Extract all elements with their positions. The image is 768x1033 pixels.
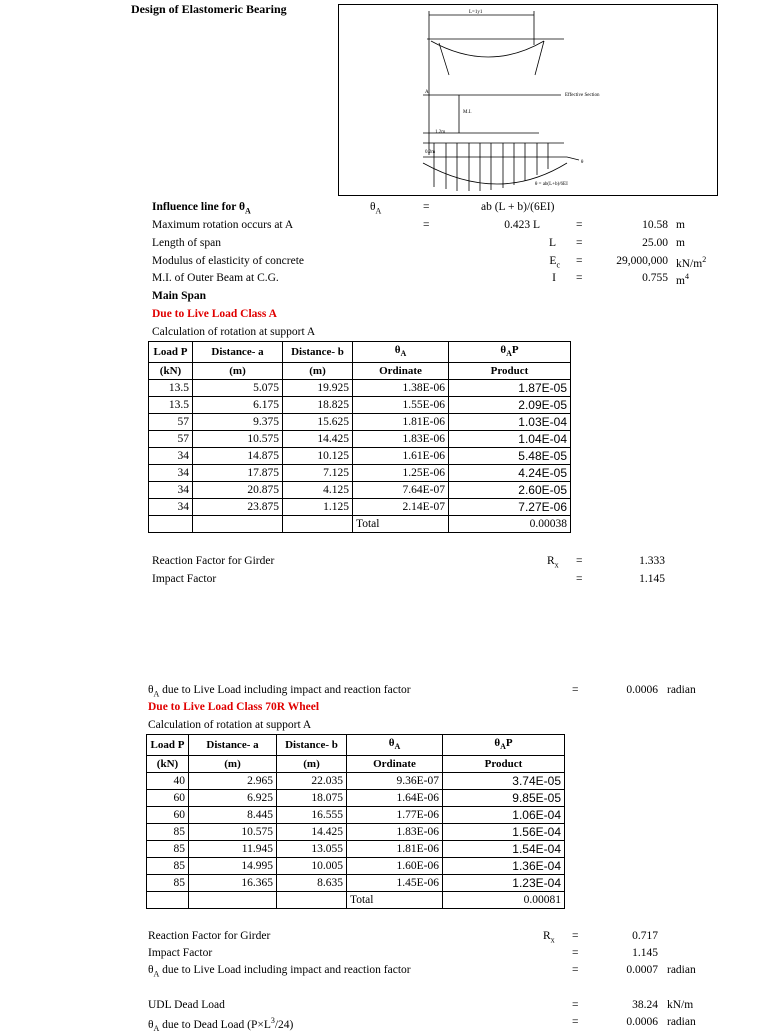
cell-load: 57: [149, 414, 193, 431]
cell-ordinate: 1.64E-06: [347, 790, 443, 807]
deflected-curve: [431, 41, 544, 57]
cell-load: 13.5: [149, 380, 193, 397]
cell-ordinate: 7.64E-07: [353, 482, 449, 499]
cell-product: 1.54E-04: [443, 841, 565, 858]
class-70r-theta-result-value: 0.0007: [626, 964, 658, 976]
param-value: 25.00: [642, 237, 668, 249]
cell-distance-b: 16.555: [277, 807, 347, 824]
dead-load-rotation-value: 0.0006: [626, 1016, 658, 1028]
table-row: [149, 499, 571, 516]
param-unit: m: [676, 219, 685, 231]
param-symbol: I: [552, 272, 556, 284]
cell-distance-b: 8.635: [277, 875, 347, 892]
cell-product: 1.56E-04: [443, 824, 565, 841]
cell-ordinate: 1.45E-06: [347, 875, 443, 892]
influence-line-label: Influence line for $\theta_A$: [152, 201, 251, 216]
col-load: Load P: [147, 735, 189, 756]
diagram-label-right: Effective Section: [565, 93, 600, 98]
cell-distance-a: 8.445: [189, 807, 277, 824]
cell-product: 2.09E-05: [449, 397, 571, 414]
total-label: Total: [347, 892, 443, 909]
cell-product: 1.04E-04: [449, 431, 571, 448]
cell-load: 40: [147, 773, 189, 790]
cell-ordinate: 1.77E-06: [347, 807, 443, 824]
param-label: M.I. of Outer Beam at C.G.: [152, 272, 279, 284]
cell-product: 3.74E-05: [443, 773, 565, 790]
cell-distance-a: 10.575: [189, 824, 277, 841]
class-70r-reaction-symbol: $R_x$: [543, 930, 555, 945]
cell-distance-b: 13.055: [277, 841, 347, 858]
cell-ordinate: 1.60E-06: [347, 858, 443, 875]
cell-load: 13.5: [149, 397, 193, 414]
table-row: [149, 465, 571, 482]
param-eq2: =: [576, 272, 583, 284]
col-distance-a: Distance- a: [193, 342, 283, 363]
class-a-reaction-eq: =: [576, 555, 583, 567]
param-symbol: $E_c$: [549, 255, 560, 270]
col-product: $\theta_AP$: [443, 735, 565, 756]
cell-ordinate: 1.38E-06: [353, 380, 449, 397]
table-row: [147, 773, 565, 790]
cell-distance-a: 5.075: [193, 380, 283, 397]
cell-product: 2.60E-05: [449, 482, 571, 499]
influence-curve: [423, 163, 567, 184]
table-row: [147, 824, 565, 841]
cell-load: 34: [149, 465, 193, 482]
table-row: [147, 858, 565, 875]
total-value: 0.00038: [449, 516, 571, 533]
table-row: [149, 482, 571, 499]
class-70r-theta-result-label: $\theta_A$ due to Live Load including impact and reaction factor: [148, 964, 411, 979]
col-ordinate: $\theta_A$: [353, 342, 449, 363]
cell-load: 34: [149, 448, 193, 465]
diagram-label-m1: 1.2m: [435, 130, 446, 135]
param-eq: =: [423, 219, 430, 231]
col-product: $\theta_AP$: [449, 342, 571, 363]
class-70r-theta-result-unit: radian: [667, 964, 696, 976]
class-70r-reaction-eq: =: [572, 930, 579, 942]
table-row: [149, 448, 571, 465]
col-distance-a: Distance- a: [189, 735, 277, 756]
theta-symbol: $\theta_A$: [370, 201, 382, 216]
diagram-label-m2: 0.2m: [425, 150, 436, 155]
table-units-row: (kN) (m) (m) Ordinate Product: [147, 756, 565, 773]
udl-eq: =: [572, 999, 579, 1011]
table-row: [147, 875, 565, 892]
cell-distance-a: 9.375: [193, 414, 283, 431]
table-row: [149, 431, 571, 448]
cell-product: 7.27E-06: [449, 499, 571, 516]
class-70r-impact-eq: =: [572, 947, 579, 959]
cell-product: 1.23E-04: [443, 875, 565, 892]
cell-distance-b: 1.125: [283, 499, 353, 516]
cell-distance-a: 23.875: [193, 499, 283, 516]
diagram-label-a: A: [425, 90, 429, 95]
param-eq2: =: [576, 255, 583, 267]
cell-distance-b: 19.925: [283, 380, 353, 397]
diagram-label-theta: θ: [581, 160, 584, 165]
cell-ordinate: 1.61E-06: [353, 448, 449, 465]
cell-product: 1.03E-04: [449, 414, 571, 431]
diagram-label-bottom: θ = ab(L+b)/6EI: [535, 182, 568, 187]
class-a-reaction-label: Reaction Factor for Girder: [152, 555, 275, 567]
cell-load: 57: [149, 431, 193, 448]
cell-product: 4.24E-05: [449, 465, 571, 482]
cell-distance-b: 14.425: [277, 824, 347, 841]
cell-ordinate: 1.55E-06: [353, 397, 449, 414]
param-value: 10.58: [642, 219, 668, 231]
document-title: Design of Elastomeric Bearing: [131, 2, 287, 16]
param-value: 0.755: [642, 272, 668, 284]
param-label: Length of span: [152, 237, 221, 249]
class-a-impact-value: 1.145: [639, 573, 665, 585]
cell-load: 85: [147, 841, 189, 858]
cell-product: 1.06E-04: [443, 807, 565, 824]
diagram-label-mi: M.I.: [463, 110, 472, 115]
class-a-theta-result-value: 0.0006: [626, 684, 658, 696]
cell-distance-b: 10.005: [277, 858, 347, 875]
class-70r-reaction-label: Reaction Factor for Girder: [148, 930, 271, 942]
udl-value: 38.24: [632, 999, 658, 1011]
udl-unit: kN/m: [667, 999, 694, 1011]
dead-load-rotation-unit: radian: [667, 1016, 696, 1028]
table-header-row: [149, 342, 571, 363]
cell-product: 1.87E-05: [449, 380, 571, 397]
cell-distance-b: 7.125: [283, 465, 353, 482]
table-total-row: [147, 892, 565, 909]
param-label: Modulus of elasticity of concrete: [152, 255, 305, 267]
cell-load: 85: [147, 875, 189, 892]
param-symbol: L: [548, 237, 556, 249]
col-load: Load P: [149, 342, 193, 363]
cell-load: 34: [149, 499, 193, 516]
table-row: [147, 790, 565, 807]
class-70r-calc-label: Calculation of rotation at support A: [148, 719, 312, 731]
class-a-theta-result-eq: =: [572, 684, 579, 696]
class-70r-impact-label: Impact Factor: [148, 947, 213, 959]
theta-formula: ab (L + b)/(6EI): [481, 201, 555, 213]
param-expr: 0.423 L: [504, 219, 540, 231]
cell-ordinate: 2.14E-07: [353, 499, 449, 516]
class-70r-impact-value: 1.145: [632, 947, 658, 959]
cell-distance-a: 14.875: [193, 448, 283, 465]
table-row: [149, 380, 571, 397]
table-units-row: (kN) (m) (m) Ordinate Product: [149, 363, 571, 380]
cell-product: 5.48E-05: [449, 448, 571, 465]
cell-distance-a: 14.995: [189, 858, 277, 875]
cell-product: 9.85E-05: [443, 790, 565, 807]
beam-diagram-svg: [339, 5, 719, 197]
class-a-reaction-symbol: $R_x$: [547, 555, 559, 570]
theta-equals: =: [423, 201, 430, 213]
param-unit: $m^4$: [676, 272, 689, 287]
cell-product: 1.36E-04: [443, 858, 565, 875]
class-a-table: [148, 341, 571, 533]
table-row: [147, 807, 565, 824]
class-a-reaction-value: 1.333: [639, 555, 665, 567]
class-a-impact-eq: =: [576, 573, 583, 585]
param-unit: $kN/m^2$: [676, 255, 707, 270]
diagram-label-top: L=1y1: [469, 10, 483, 15]
class-70r-theta-result-eq: =: [572, 964, 579, 976]
class-a-calc-label: Calculation of rotation at support A: [152, 326, 316, 338]
udl-label: UDL Dead Load: [148, 999, 225, 1011]
cell-distance-b: 4.125: [283, 482, 353, 499]
total-label: Total: [353, 516, 449, 533]
dead-load-rotation-label: $\theta_A$ due to Dead Load $(P\times L^3/24)$: [148, 1016, 294, 1033]
col-distance-b: Distance- b: [277, 735, 347, 756]
col-ordinate: $\theta_A$: [347, 735, 443, 756]
table-total-row: [149, 516, 571, 533]
param-eq2: =: [576, 219, 583, 231]
cell-distance-a: 2.965: [189, 773, 277, 790]
cell-distance-b: 18.075: [277, 790, 347, 807]
cell-load: 34: [149, 482, 193, 499]
cell-load: 85: [147, 824, 189, 841]
param-eq2: =: [576, 237, 583, 249]
class-a-theta-result-label: $\theta_A$ due to Live Load including impact and reaction factor: [148, 684, 411, 699]
main-span-heading: Main Span: [152, 290, 207, 302]
cell-distance-b: 22.035: [277, 773, 347, 790]
param-unit: m: [676, 237, 685, 249]
col-distance-b: Distance- b: [283, 342, 353, 363]
table-row: [149, 397, 571, 414]
table-row: [149, 414, 571, 431]
cell-ordinate: 1.81E-06: [353, 414, 449, 431]
cell-distance-b: 14.425: [283, 431, 353, 448]
cell-distance-b: 15.625: [283, 414, 353, 431]
class-70r-reaction-value: 0.717: [632, 930, 658, 942]
cell-ordinate: 1.81E-06: [347, 841, 443, 858]
cell-load: 60: [147, 790, 189, 807]
cell-ordinate: 1.83E-06: [347, 824, 443, 841]
cell-distance-a: 16.365: [189, 875, 277, 892]
table-header-row: [147, 735, 565, 756]
class-70r-table: [146, 734, 565, 909]
cell-distance-b: 18.825: [283, 397, 353, 414]
param-value: 29,000,000: [616, 255, 668, 267]
class-70r-heading: Due to Live Load Class 70R Wheel: [148, 701, 320, 713]
cell-load: 60: [147, 807, 189, 824]
cell-distance-a: 20.875: [193, 482, 283, 499]
dead-load-rotation-eq: =: [572, 1016, 579, 1028]
cell-ordinate: 1.83E-06: [353, 431, 449, 448]
cell-distance-a: 11.945: [189, 841, 277, 858]
cell-distance-a: 17.875: [193, 465, 283, 482]
cell-distance-a: 10.575: [193, 431, 283, 448]
total-value: 0.00081: [443, 892, 565, 909]
cell-ordinate: 9.36E-07: [347, 773, 443, 790]
cell-distance-a: 6.175: [193, 397, 283, 414]
class-a-theta-result-unit: radian: [667, 684, 696, 696]
table-row: [147, 841, 565, 858]
cell-load: 85: [147, 858, 189, 875]
cell-distance-b: 10.125: [283, 448, 353, 465]
influence-line-diagram: [338, 4, 718, 196]
class-a-heading: Due to Live Load Class A: [152, 308, 277, 320]
class-a-impact-label: Impact Factor: [152, 573, 217, 585]
cell-ordinate: 1.25E-06: [353, 465, 449, 482]
cell-distance-a: 6.925: [189, 790, 277, 807]
param-label: Maximum rotation occurs at A: [152, 219, 294, 231]
